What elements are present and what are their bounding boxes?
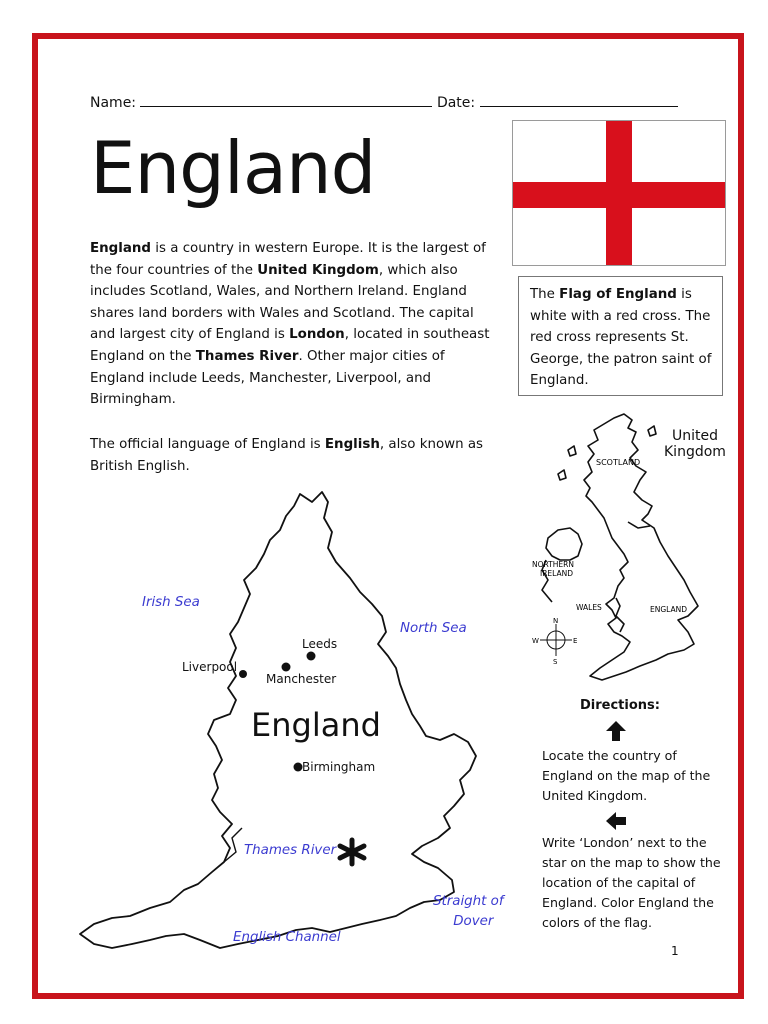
language-bold: English xyxy=(324,437,380,452)
flag-caption-2: is white with a red cross. The red cross represents St. George, the patron saint of England. xyxy=(530,287,712,389)
uk-map-title xyxy=(664,428,726,460)
dot-liverpool xyxy=(239,670,247,678)
name-label: Name: xyxy=(90,95,137,111)
intro-bold-london: London xyxy=(289,327,345,343)
england-flag xyxy=(512,120,726,266)
dot-manchester xyxy=(282,663,291,672)
intro-bold-thames: Thames River xyxy=(195,348,299,364)
label-manchester: Manchester xyxy=(266,672,337,686)
intro-text-2: , which also includes Scotland, Wales, and Northern Ireland. England shares land borders with Wales and Scotland. The capital and largest city of England is xyxy=(90,262,474,343)
asterisk-star-icon xyxy=(340,840,364,864)
compass-n: N xyxy=(553,617,559,625)
label-irish-sea: Irish Sea xyxy=(142,595,200,610)
label-ni-2: IRELAND xyxy=(540,569,574,578)
intro-text-4: . Other major cities of England include Leeds, Manchester, Liverpool, and Birmingham. xyxy=(90,348,445,408)
label-wales: WALES xyxy=(576,603,602,612)
flag-caption-box xyxy=(518,276,723,396)
label-ni-1: NORTHERN xyxy=(532,560,574,569)
label-liverpool: Liverpool xyxy=(182,660,238,674)
dot-leeds xyxy=(307,652,316,661)
uk-title-line2: Kingdom xyxy=(664,444,726,460)
strait-line2: Dover xyxy=(453,914,494,929)
language-paragraph xyxy=(90,434,500,477)
compass-s: S xyxy=(553,658,558,666)
date-field[interactable] xyxy=(480,94,678,107)
flag-cross-vertical xyxy=(606,121,632,265)
name-field[interactable] xyxy=(140,94,432,107)
label-birmingham: Birmingham xyxy=(302,760,376,774)
date-label: Date: xyxy=(436,95,476,111)
compass-w: W xyxy=(532,637,539,645)
strait-line1: Straight of xyxy=(433,894,504,909)
label-strait xyxy=(433,892,504,932)
intro-text-3: , located in southeast England on the xyxy=(90,327,490,364)
label-north-sea: North Sea xyxy=(400,621,467,636)
flag-caption-bold: Flag of England xyxy=(559,287,677,302)
england-map-label: England xyxy=(251,706,381,744)
label-leeds: Leeds xyxy=(302,637,338,651)
language-text-2: , also known as British English. xyxy=(90,437,484,474)
intro-bold-uk: United Kingdom xyxy=(257,262,379,278)
flag-caption-1: The xyxy=(530,287,560,302)
label-scotland: SCOTLAND xyxy=(596,458,641,467)
direction-step-1: Locate the country of England on the map of the United Kingdom. xyxy=(542,748,711,803)
label-england-small: ENGLAND xyxy=(650,605,688,614)
name-date-line xyxy=(90,94,678,111)
uk-title-line1: United xyxy=(671,428,718,444)
directions-title: Directions: xyxy=(580,698,660,713)
intro-paragraph xyxy=(90,238,500,411)
page-title: England xyxy=(90,126,376,210)
label-english-channel: English Channel xyxy=(233,930,341,945)
intro-bold-england: England xyxy=(90,241,152,256)
label-thames: Thames River xyxy=(244,843,337,858)
arrow-up-icon xyxy=(605,720,627,746)
direction-step-2: Write ‘London’ next to the star on the map to show the location of the capital of England. Color England the colors of the flag. xyxy=(542,835,721,930)
compass-e: E xyxy=(573,637,578,645)
language-text-1: The official language of England is xyxy=(90,437,325,452)
intro-text-1: is a country in western Europe. It is the largest of the four countries of the xyxy=(90,241,486,278)
compass-rose-icon xyxy=(540,624,572,656)
page-number: 1 xyxy=(671,944,679,958)
